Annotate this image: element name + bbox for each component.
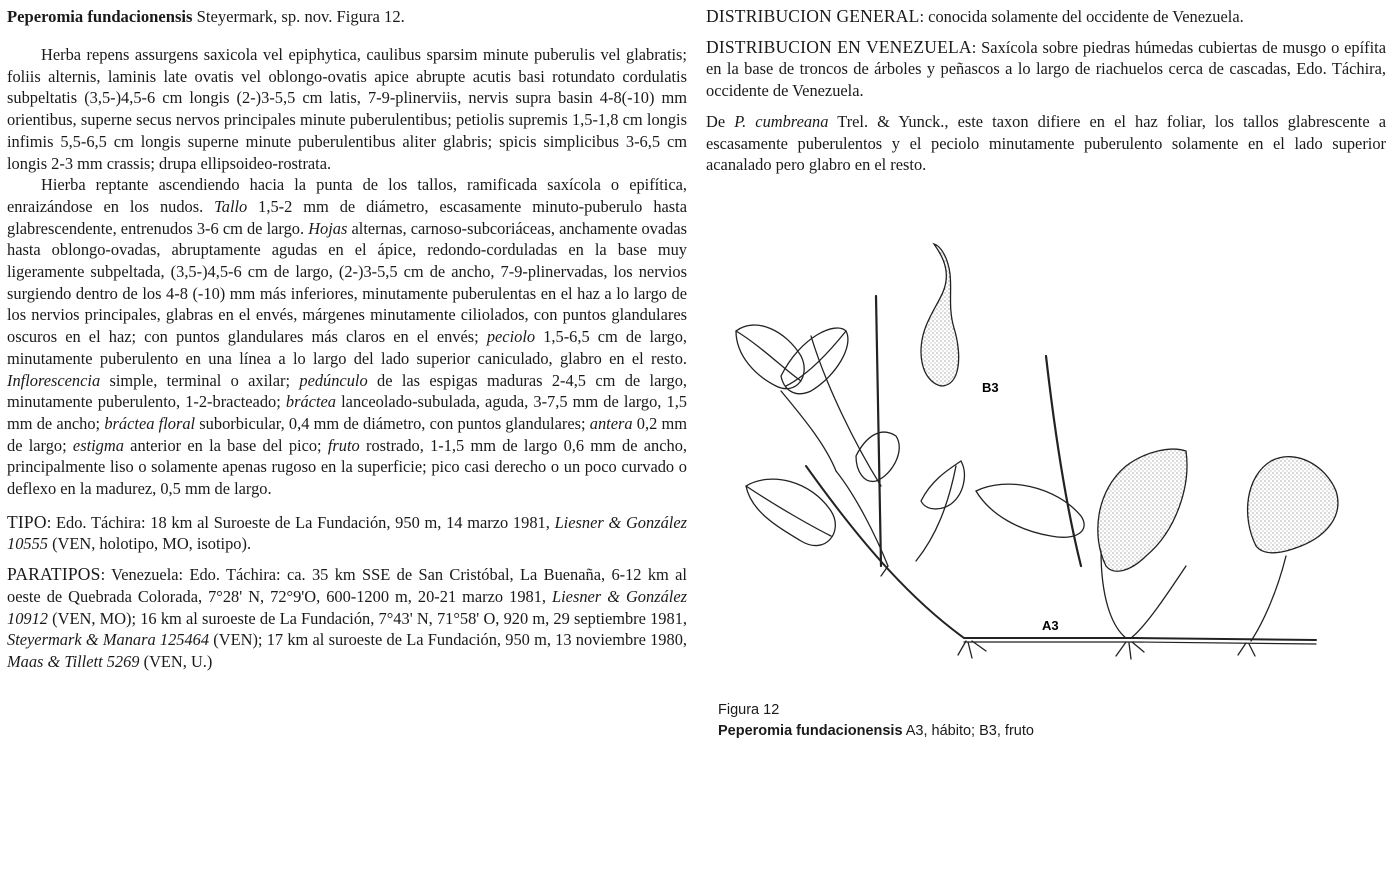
figure-caption xyxy=(718,700,1318,742)
species-title xyxy=(7,6,687,28)
figure-12-illustration xyxy=(716,236,1386,666)
left-column xyxy=(7,6,687,673)
comparison-paragraph: De P. cumbreana Trel. & Yunck., este taxon difiere en el haz foliar, los tallos glabrescente a escasamente puberulentos y el peciolo minutamente puberulento solamente en el lado superior acanalado pero glabro en el resto. xyxy=(706,111,1386,175)
right-column xyxy=(706,6,1386,176)
leaf-2 xyxy=(781,328,848,394)
distribution-general: DISTRIBUCION GENERAL: conocida solamente del occidente de Venezuela. xyxy=(706,6,1244,26)
distribution-venezuela-heading: DISTRIBUCION EN VENEZUELA xyxy=(706,36,972,57)
leaf-1 xyxy=(736,325,804,389)
latin-description: Herba repens assurgens saxicola vel epiphytica, caulibus sparsim minute puberulis vel glabratis; foliis alternis, laminis late ovatis vel oblongo-ovatis apice abrupte acutis basi rotundato cordulatis subpeltatis (3,5-)4,5-6 cm longis (2-)3-5,5 cm latis, 7-9-plinerviis, nervis supra basin 4-8(-10) mm orientibus, superne secus nervos principales minute puberulentibus; petiolis supremis 1,5-1,8 cm longis infimis 5,5-6,5 cm longis superne minute puberulentibus aliter glabris; spicis simplicibus 3-6,5 cm longis 2-3 mm crassis; drupa ellipsoideo-rostrata. xyxy=(7,45,687,173)
fruit-b3 xyxy=(921,244,959,386)
paratipos-heading: PARATIPOS xyxy=(7,564,101,585)
label-b3: B3 xyxy=(982,380,999,395)
tipo-paragraph: TIPO: Edo. Táchira: 18 km al Suroeste de La Fundación, 950 m, 14 marzo 1981, Liesner & González 10555 (VEN, holotipo, MO, isotipo). xyxy=(7,511,687,554)
caption-figure-number: Figura 12 xyxy=(718,702,780,718)
spike-left xyxy=(876,296,881,566)
distribution-venezuela: DISTRIBUCION EN VENEZUELA: Saxícola sobre piedras húmedas cubiertas de musgo o epífita en la base de troncos de árboles y peñascos a lo largo de riachuelos cerca de cascadas, Edo. Táchira, occidente de Venezuela. xyxy=(706,36,1386,101)
leaf-8 xyxy=(1248,457,1338,553)
species-author: Steyermark, sp. nov. Figura 12. xyxy=(192,7,405,26)
leaf-7 xyxy=(1098,449,1187,571)
caption-text: Peperomia fundacionensis A3, hábito; B3, fruto xyxy=(718,723,1034,739)
distribution-general-heading: DISTRIBUCION GENERAL xyxy=(706,6,920,26)
label-a3: A3 xyxy=(1042,618,1059,633)
spanish-description: Hierba reptante ascendiendo hacia la punta de los tallos, ramificada saxícola o epifítica, enraizándose en los nudos. Tallo 1,5-2 mm de diámetro, escasamente minuto-puberulo hasta glabrescendente, entrenudos 3-6 cm de largo. Hojas alternas, carnoso-subcoriáceas, anchamente ovadas hasta oblongo-ovadas, abruptamente agudas en el ápice, redondo-corduladas en la base muy ligeramente subpeltada, (3,5-)4,5-6 cm de largo, (2-)3-5,5 cm de ancho, 7-9-plinervadas, los nervios surgiendo dentro de los 4-8 (-10) mm más inferiores, minutamente puberulentas en el haz a lo largo de los nervios principales, glabras en el envés, márgenes minutamente ciliolados, con puntos glandulares oscuros en el haz; con puntos glandulares más claros en el envés; peciolo 1,5-6,5 cm de largo, minutamente puberulento en una línea a lo largo del lado superior caniculado, glabro en el resto. Inflorescencia simple, terminal o axilar; pedúnculo de las espigas maduras 2-4,5 cm de largo, minutamente puberulento, 1-2-bracteado; bráctea lanceolado-subulada, aguda, 3-7,5 mm de largo, 1,5 mm de ancho; bráctea floral suborbicular, 0,4 mm de diámetro, con puntos glandulares; antera 0,2 mm de largo; estigma anterior en la base del pico; fruto rostrado, 1-1,5 mm de largo 0,6 mm de ancho, principalmente liso o solamente apenas rugoso en la superficie; pico casi derecho o un poco curvado o deflexo en la madurez, 0,5 mm de largo. xyxy=(7,175,688,499)
species-name: Peperomia fundacionensis xyxy=(7,7,193,26)
tipo-heading: TIPO xyxy=(7,511,47,532)
spike-right xyxy=(1046,356,1081,566)
paratipos-paragraph: PARATIPOS: Venezuela: Edo. Táchira: ca. 35 km SSE de San Cristóbal, La Buenaña, 6-12 km al oeste de Quebrada Colorada, 7°28' N, 72°9'O, 600-1200 m, 20-21 marzo 1981, Liesner & González 10912 (VEN, MO); 16 km al suroeste de La Fundación, 7°43' N, 71°58' O, 920 m, 29 septiembre 1981, Steyermark & Manara 125464 (VEN); 17 km al suroeste de La Fundación, 950 m, 13 noviembre 1980, Maas & Tillett 5269 (VEN, U.) xyxy=(7,564,687,671)
leaf-5 xyxy=(921,461,964,509)
